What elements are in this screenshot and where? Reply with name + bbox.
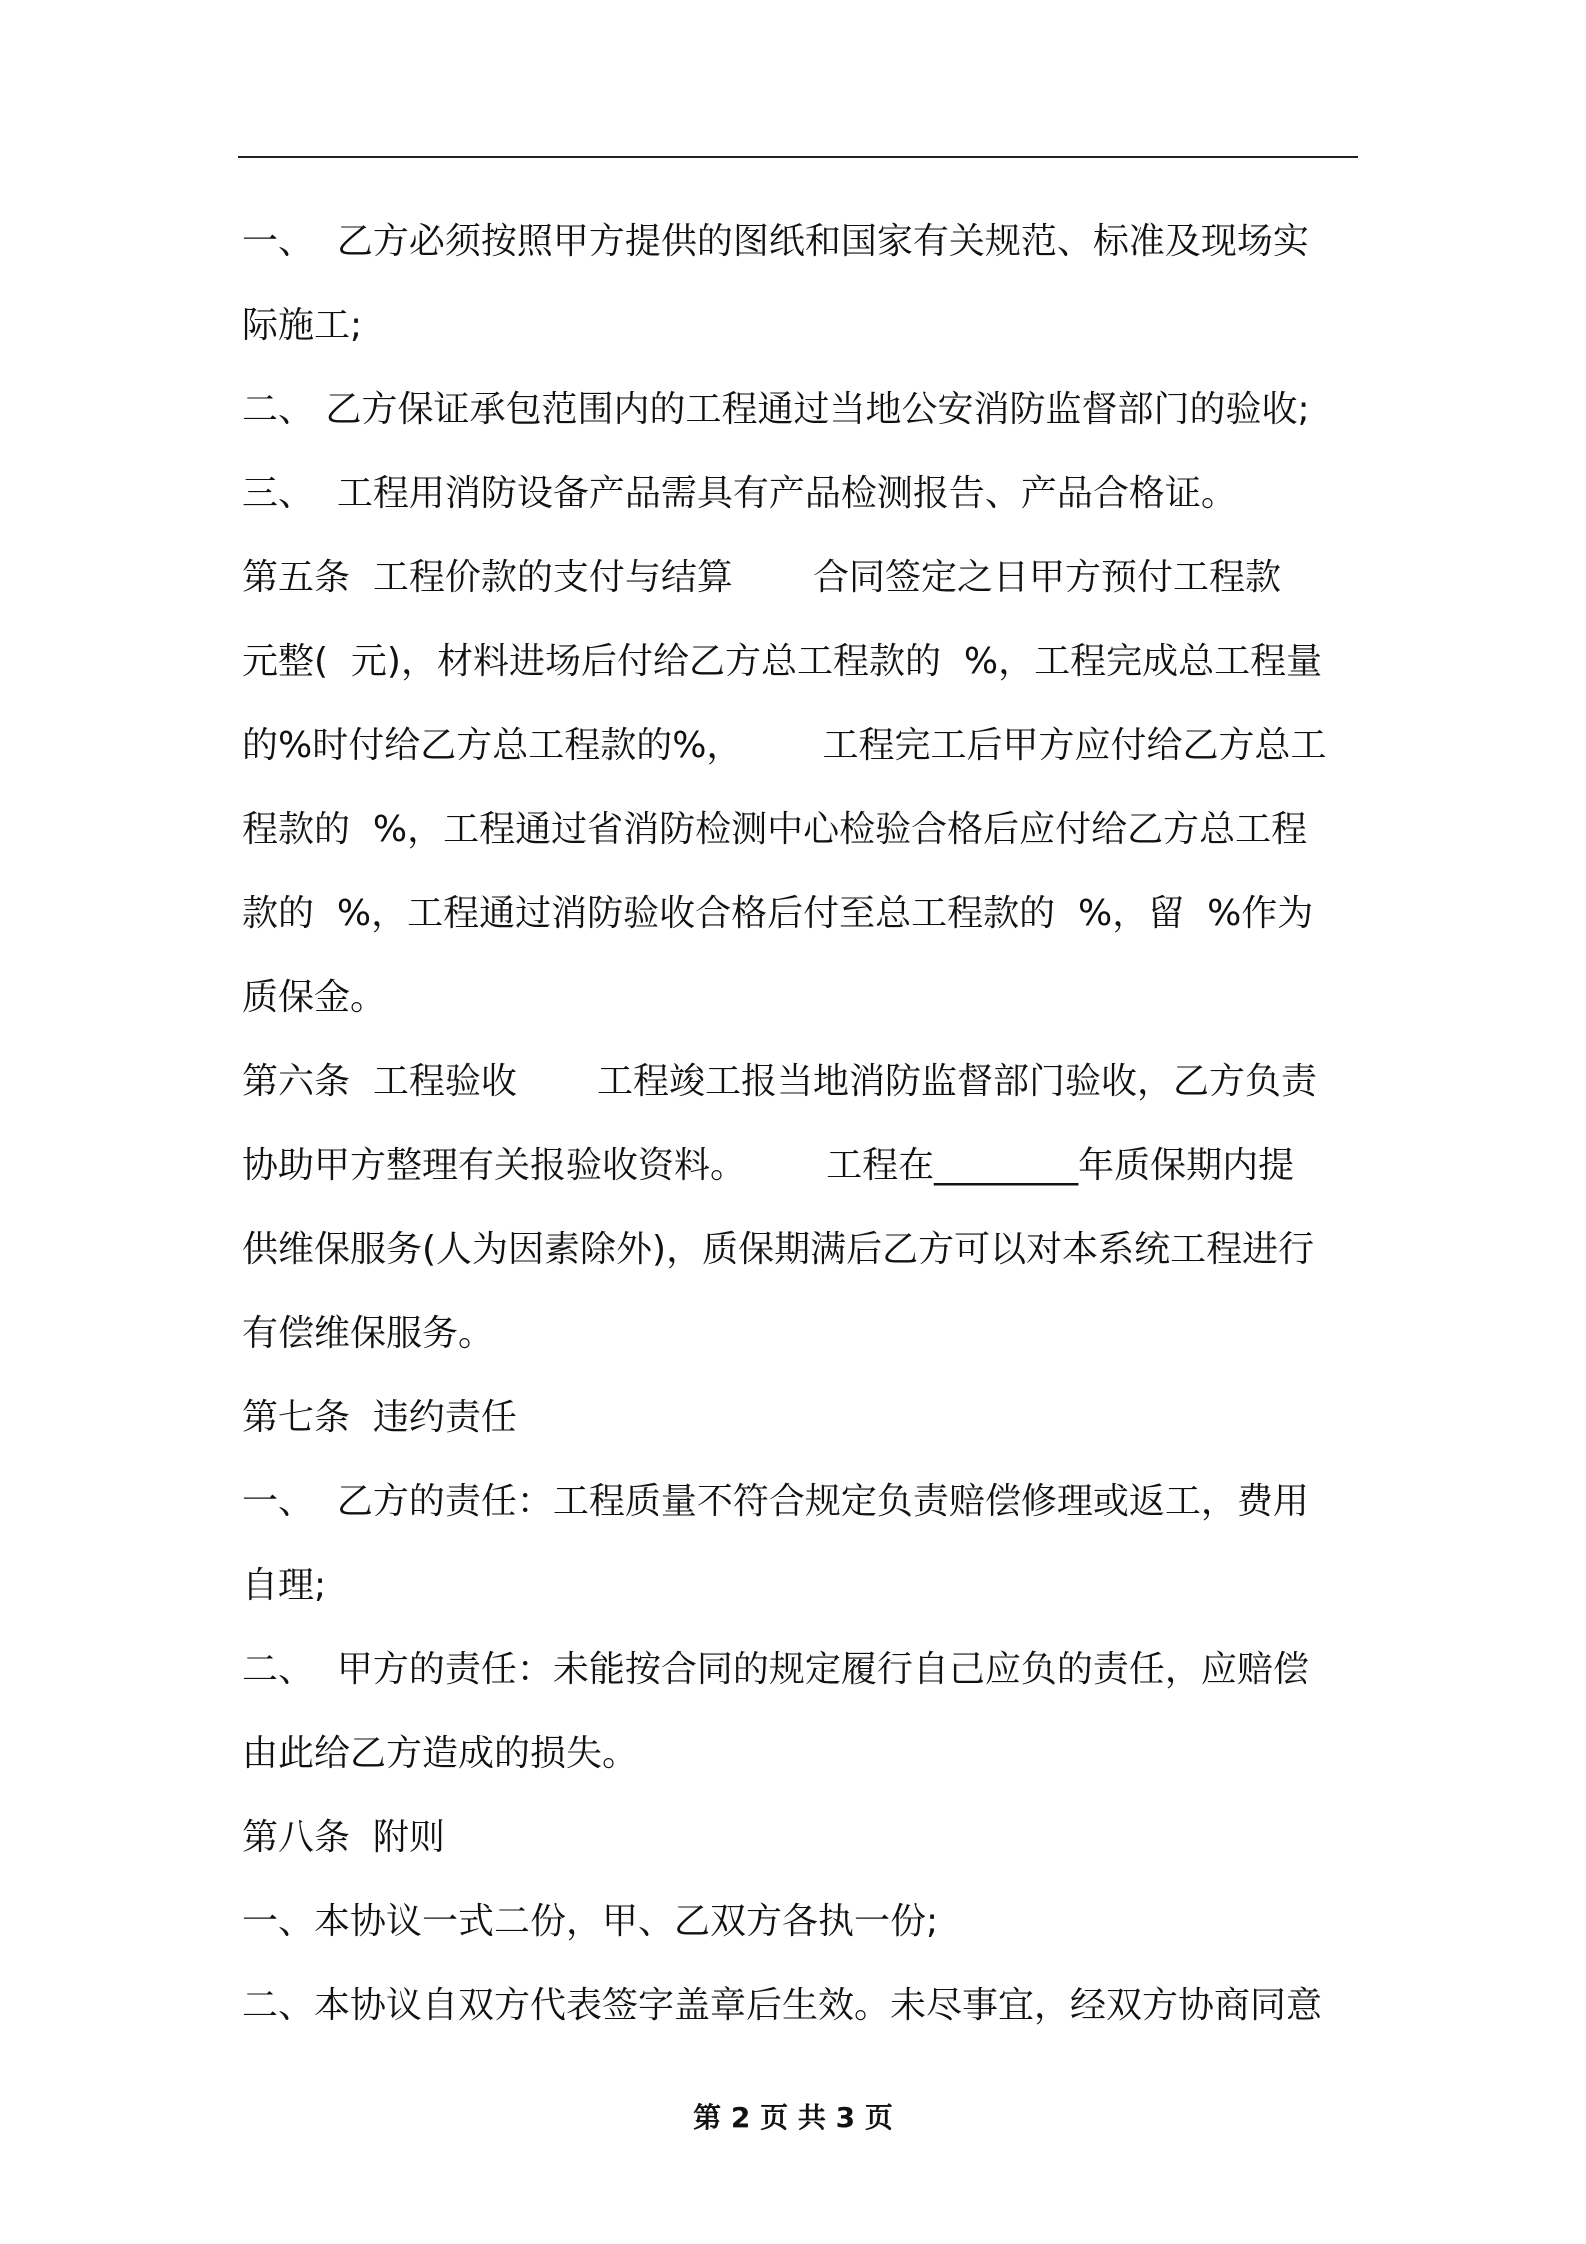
article-6-heading-line: 第六条 工程验收 工程竣工报当地消防监督部门验收，乙方负责 [242, 1061, 1317, 1102]
text-line-22: 二、本协议自双方代表签字盖章后生效。未尽事宜，经双方协商同意 [242, 1985, 1323, 2026]
text-line-17: 自理; [242, 1565, 327, 1606]
text-line-18: 二、 甲方的责任：未能按合同的规定履行自己应负的责任，应赔偿 [242, 1649, 1309, 1690]
text-line-10: 质保金。 [242, 977, 387, 1018]
article-7-heading: 第七条 违约责任 [242, 1397, 517, 1438]
text-line-21: 一、本协议一式二份，甲、乙双方各执一份; [242, 1901, 939, 1942]
text-line-12: 协助甲方整理有关报验收资料。 工程在________年质保期内提 [242, 1145, 1295, 1186]
document-body [242, 200, 1358, 2048]
text-line-4: 三、 工程用消防设备产品需具有产品检测报告、产品合格证。 [242, 473, 1237, 514]
text-line-6: 元整( 元)，材料进场后付给乙方总工程款的 %，工程完成总工程量 [242, 641, 1323, 682]
text-line-2: 际施工; [242, 305, 363, 346]
text-line-8: 程款的 %，工程通过省消防检测中心检验合格后应付给乙方总工程 [242, 809, 1308, 850]
text-line-1: 一、 乙方必须按照甲方提供的图纸和国家有关规范、标准及现场实 [242, 221, 1309, 262]
text-line-3: 二、 乙方保证承包范围内的工程通过当地公安消防监督部门的验收; [242, 389, 1310, 430]
text-line-14: 有偿维保服务。 [242, 1313, 495, 1354]
text-line-13: 供维保服务(人为因素除外)，质保期满后乙方可以对本系统工程进行 [242, 1229, 1315, 1270]
page-number-footer: 第 2 页 共 3 页 [693, 2101, 893, 2134]
article-8-heading: 第八条 附则 [242, 1817, 445, 1858]
text-line-19: 由此给乙方造成的损失。 [242, 1733, 639, 1774]
header-rule [238, 156, 1358, 158]
article-5-heading-line: 第五条 工程价款的支付与结算 合同签定之日甲方预付工程款 [242, 557, 1281, 598]
text-line-9: 款的 %，工程通过消防验收合格后付至总工程款的 %，留 %作为 [242, 893, 1314, 934]
text-line-16: 一、 乙方的责任：工程质量不符合规定负责赔偿修理或返工，费用 [242, 1481, 1309, 1522]
text-line-7: 的%时付给乙方总工程款的%， 工程完工后甲方应付给乙方总工 [242, 725, 1327, 766]
